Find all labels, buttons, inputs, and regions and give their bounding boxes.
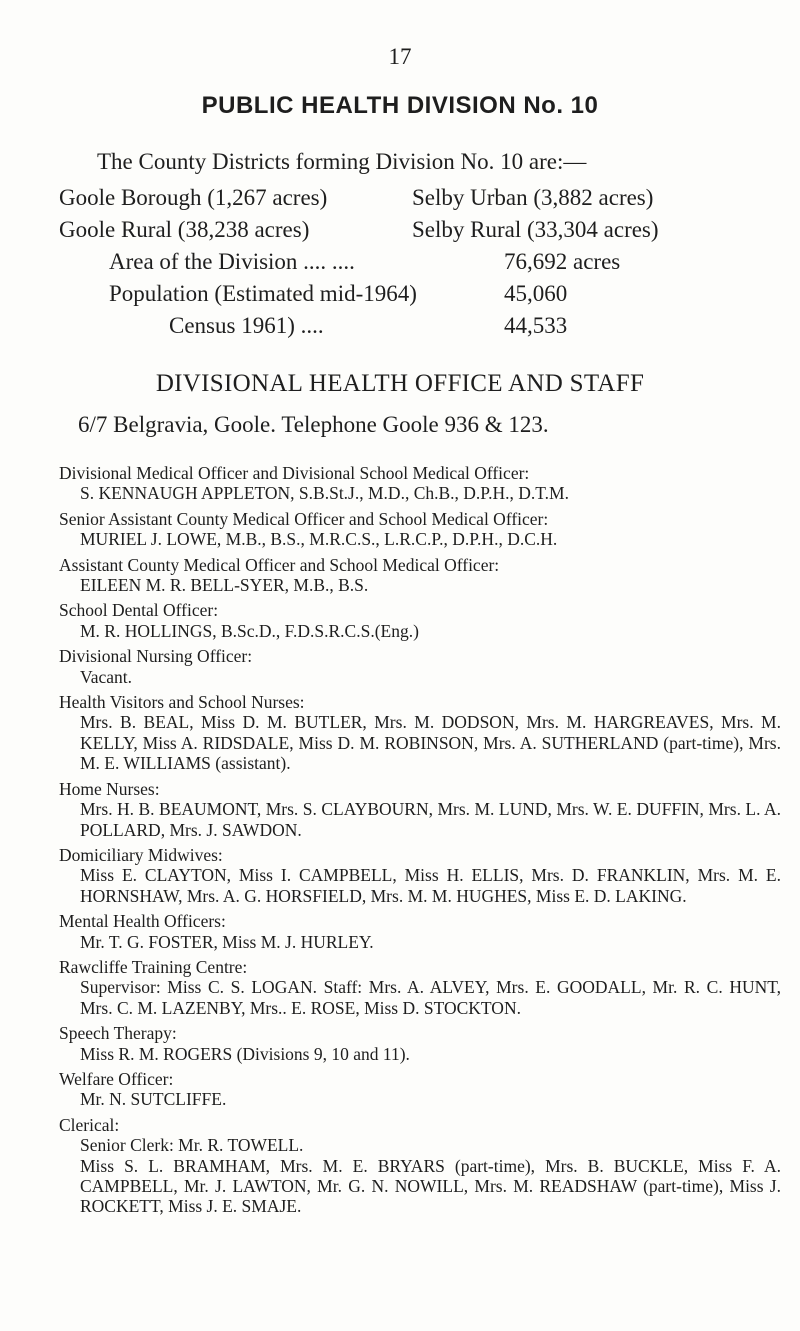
- census-label: Census 1961) ....: [169, 313, 324, 338]
- section-title: Clerical:: [59, 1114, 120, 1135]
- staff-section: [59, 463, 781, 504]
- section-body: MURIEL J. LOWE, M.B., B.S., M.R.C.S., L.R.C.P., D.P.H., D.C.H.: [80, 529, 558, 550]
- section-body: S. KENNAUGH APPLETON, S.B.St.J., M.D., Ch.B., D.P.H., D.T.M.: [80, 483, 569, 504]
- staff-section: [59, 779, 781, 840]
- staff-section: [59, 509, 781, 550]
- district-right: Selby Urban (3,882 acres): [412, 185, 654, 210]
- section-body: M. R. HOLLINGS, B.Sc.D., F.D.S.R.C.S.(Eng.): [80, 620, 419, 641]
- population-label: Population (Estimated mid-1964): [109, 281, 417, 306]
- section-title: Home Nurses:: [59, 778, 160, 799]
- population-value: 45,060: [504, 281, 568, 306]
- section-title: Mental Health Officers:: [59, 911, 226, 932]
- section-body: Miss R. M. ROGERS (Divisions 9, 10 and 11).: [80, 1043, 410, 1064]
- census-value: 44,533: [504, 313, 568, 338]
- staff-section: [59, 1069, 781, 1110]
- section-title: Welfare Officer:: [59, 1068, 174, 1089]
- section-title: Domiciliary Midwives:: [59, 844, 223, 865]
- staff-section: [59, 1023, 781, 1064]
- section-title: Health Visitors and School Nurses:: [59, 692, 305, 713]
- section-body: Vacant.: [80, 666, 132, 687]
- section-title: Divisional Medical Officer and Divisional School Medical Officer:: [59, 463, 530, 483]
- district-right: Selby Rural (33,304 acres): [412, 217, 659, 242]
- section-body: Miss E. CLAYTON, Miss I. CAMPBELL, Miss H. ELLIS, Mrs. D. FRANKLIN, Mrs. M. E. HORNSHAW, Mrs. A. G. HORSFIELD, Mrs. M. M. HUGHES, Miss E. D. LAKING.: [80, 865, 781, 906]
- district-left: Goole Borough (1,267 acres): [59, 185, 328, 210]
- staff-section: [59, 692, 781, 774]
- section-body: EILEEN M. R. BELL-SYER, M.B., B.S.: [80, 575, 369, 596]
- staff-section: [59, 911, 781, 952]
- staff-section: [59, 1115, 781, 1217]
- page-number: 17: [388, 44, 412, 69]
- section-body: Mrs. B. BEAL, Miss D. M. BUTLER, Mrs. M. DODSON, Mrs. M. HARGREAVES, Mrs. M. KELLY, Miss A. RIDSDALE, Miss D. M. ROBINSON, Mrs. A. SUTHERLAND (part-time), Mrs. M. E. WILLIAMS (assistant).: [80, 712, 781, 774]
- section-body: Supervisor: Miss C. S. LOGAN. Staff: Mrs. A. ALVEY, Mrs. E. GOODALL, Mr. R. C. HUNT, Mrs. C. M. LAZENBY, Mrs.. E. ROSE, Miss D. STOCKTON.: [80, 977, 781, 1018]
- area-value: 76,692 acres: [504, 249, 621, 274]
- section-body: Mr. N. SUTCLIFFE.: [80, 1089, 227, 1110]
- section-title: Senior Assistant County Medical Officer and School Medical Officer:: [59, 508, 549, 529]
- section-title: Speech Therapy:: [59, 1023, 177, 1044]
- staff-list: [59, 463, 781, 1222]
- staff-section: [59, 845, 781, 906]
- section-body: Miss S. L. BRAMHAM, Mrs. M. E. BRYARS (part-time), Mrs. B. BUCKLE, Miss F. A. CAMPBELL, Mr. J. LAWTON, Mr. G. N. NOWILL, Mrs. M. READSHAW (part-time), Miss J. ROCKETT, Miss J. E. SMAJE.: [80, 1155, 781, 1217]
- section-title: Assistant County Medical Officer and School Medical Officer:: [59, 554, 500, 575]
- section-title: School Dental Officer:: [59, 600, 219, 621]
- section-title: Divisional Nursing Officer:: [59, 646, 253, 667]
- section-subtitle: Senior Clerk: Mr. R. TOWELL.: [80, 1135, 304, 1156]
- intro-line: The County Districts forming Division No. 10 are:—: [97, 149, 587, 174]
- staff-section: [59, 957, 781, 1018]
- staff-section: [59, 600, 781, 641]
- staff-section: [59, 555, 781, 596]
- section-body: Mrs. H. B. BEAUMONT, Mrs. S. CLAYBOURN, Mrs. M. LUND, Mrs. W. E. DUFFIN, Mrs. L. A. POLLARD, Mrs. J. SAWDON.: [80, 799, 781, 840]
- district-left: Goole Rural (38,238 acres): [59, 217, 310, 242]
- page-heading: PUBLIC HEALTH DIVISION No. 10: [201, 92, 599, 119]
- section-title: Rawcliffe Training Centre:: [59, 956, 248, 977]
- section-body: Mr. T. G. FOSTER, Miss M. J. HURLEY.: [80, 931, 374, 952]
- staff-section: [59, 646, 781, 687]
- area-label: Area of the Division .... ....: [109, 249, 355, 274]
- office-address: 6/7 Belgravia, Goole. Telephone Goole 936 & 123.: [78, 412, 549, 437]
- office-title: DIVISIONAL HEALTH OFFICE AND STAFF: [155, 370, 645, 397]
